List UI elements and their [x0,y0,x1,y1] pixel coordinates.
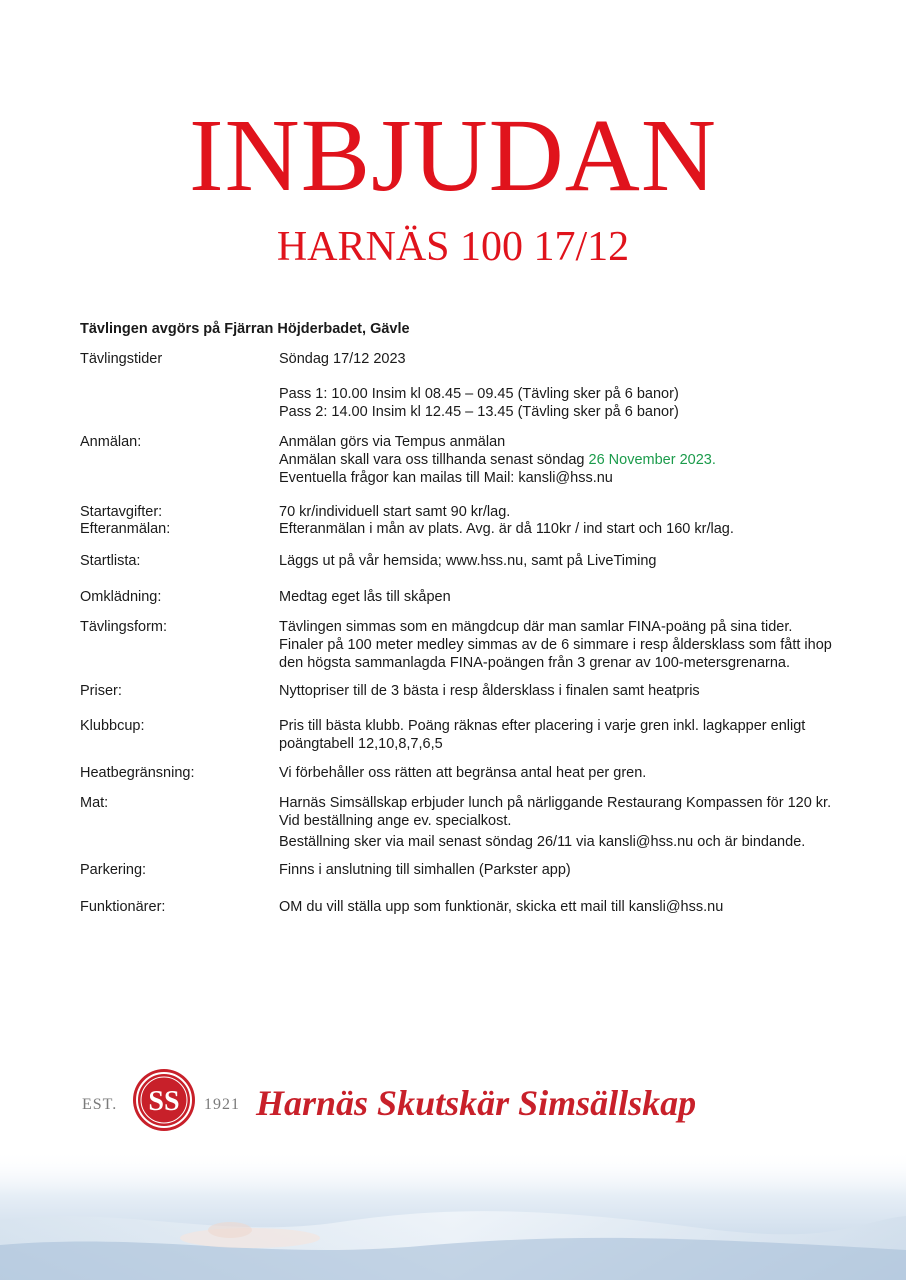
label-heatbegransning: Heatbegränsning: [80,765,195,781]
value-parkering: Finns i anslutning till simhallen (Parkster app) [279,862,571,878]
anmalan-line-3: Eventuella frågor kan mailas till Mail: kansli@hss.nu [279,470,613,486]
est-label: EST. [82,1096,118,1113]
label-anmalan: Anmälan: [80,434,142,450]
club-logo-footer [0,1062,906,1152]
klubbcup-line-1: Pris till bästa klubb. Poäng räknas efter placering i varje gren inkl. lagkapper enligt [279,718,806,734]
label-funktionarer: Funktionärer: [80,899,166,915]
label-omkladning: Omklädning: [80,589,162,605]
value-anmalan [279,433,869,487]
seal-letters: SS [148,1086,180,1117]
klubbcup-line-2: poängtabell 12,10,8,7,6,5 [279,736,443,752]
tavlingsform-line-1: Tävlingen simmas som en mängdcup där man samlar FINA-poäng på sina tider. [279,619,793,635]
page-subtitle: HARNÄS 100 17/12 [276,224,630,270]
value-efteranmalan: Efteranmälan i mån av plats. Avg. är då 110kr / ind start och 160 kr/lag. [279,521,734,537]
value-tavlingstider [279,350,869,421]
value-priser: Nyttopriser till de 3 bästa i resp åldersklass i finalen samt heatpris [279,683,700,699]
label-parkering: Parkering: [80,862,147,878]
tavlingsform-line-2: Finaler på 100 meter medley simmas av de 6 simmare i resp åldersklass som fått ihop [279,637,832,653]
water-splash-decoration [0,1150,906,1280]
anmalan-line-1: Anmälan görs via Tempus anmälan [279,434,506,450]
value-heatbegransning: Vi förbehåller oss rätten att begränsa antal heat per gren. [279,765,647,781]
competition-date: Söndag 17/12 2023 [279,351,406,367]
label-startavgifter: Startavgifter: [80,504,163,520]
session-1: Pass 1: 10.00 Insim kl 08.45 – 09.45 (Tävling sker på 6 banor) [279,386,679,402]
mat-line-1: Harnäs Simsällskap erbjuder lunch på närliggande Restaurang Kompassen för 120 kr. [279,795,832,811]
mat-line-2: Vid beställning ange ev. specialkost. [279,813,512,829]
year-label: 1921 [204,1096,240,1113]
value-omkladning: Medtag eget lås till skåpen [279,589,451,605]
club-name: Harnäs Skutskär Simsällskap [256,1083,697,1123]
anmalan-line-2 [279,451,869,469]
label-startlista: Startlista: [80,553,141,569]
label-efteranmalan: Efteranmälan: [80,521,171,537]
value-startavgifter: 70 kr/individuell start samt 90 kr/lag. [279,504,511,520]
label-tavlingsform: Tävlingsform: [80,619,168,635]
value-tavlingsform [279,618,869,672]
label-klubbcup: Klubbcup: [80,718,145,734]
label-mat: Mat: [80,795,109,811]
value-mat [279,794,869,851]
mat-line-3: Beställning sker via mail senast söndag 26/11 via kansli@hss.nu och är bindande. [279,834,806,850]
anmalan-deadline-date: 26 November 2023. [588,452,716,468]
anmalan-deadline-text: Anmälan skall vara oss tillhanda senast söndag [279,452,589,468]
value-klubbcup [279,717,869,753]
tavlingsform-line-3: den högsta sammanlagda FINA-poängen från 3 grenar av 100-metersgrenarna. [279,655,791,671]
page-title: INBJUDAN [189,98,717,213]
value-startlista: Läggs ut på vår hemsida; www.hss.nu, samt på LiveTiming [279,553,657,569]
venue-line: Tävlingen avgörs på Fjärran Höjderbadet, Gävle [80,321,410,337]
label-tavlingstider: Tävlingstider [80,351,163,367]
session-2: Pass 2: 14.00 Insim kl 12.45 – 13.45 (Tävling sker på 6 banor) [279,404,679,420]
label-priser: Priser: [80,683,122,699]
club-seal-icon [132,1068,196,1132]
value-funktionarer: OM du vill ställa upp som funktionär, skicka ett mail till kansli@hss.nu [279,899,724,915]
